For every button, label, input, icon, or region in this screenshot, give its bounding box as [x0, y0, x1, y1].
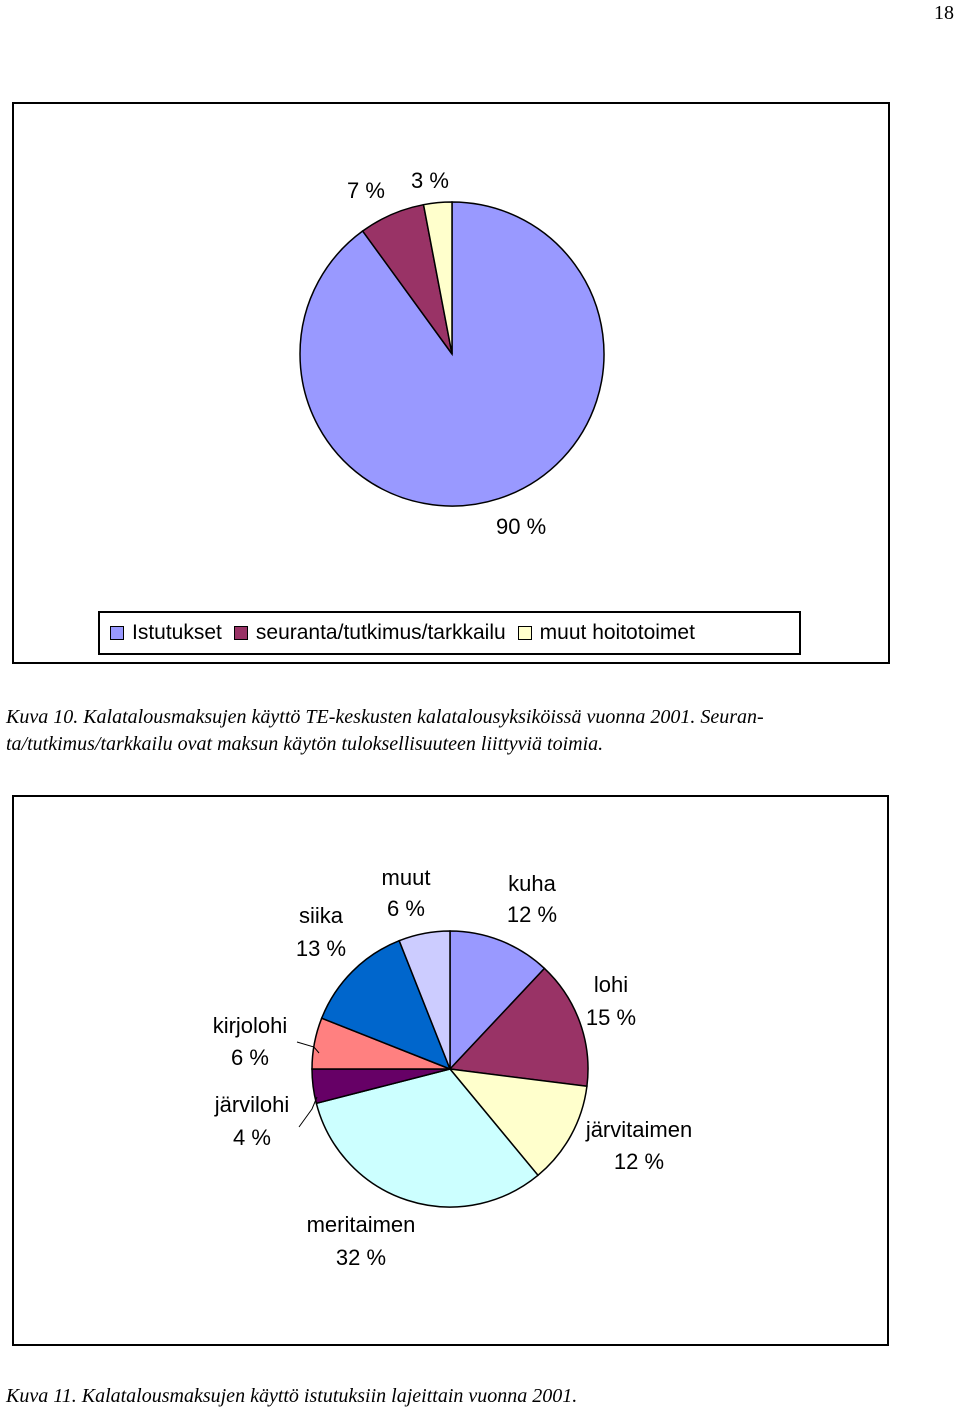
legend-label: muut hoitotoimet — [539, 621, 695, 644]
data-label-siika: 13 % — [295, 936, 347, 961]
category-label-jarvilohi: järvilohi — [214, 1092, 290, 1117]
legend-item-seuranta — [234, 621, 506, 645]
legend-swatch — [110, 626, 124, 640]
pie-chart-maintenance — [12, 102, 890, 664]
data-label-meritaimen: 32 % — [335, 1245, 387, 1270]
data-label-jarvitaimen: 12 % — [613, 1149, 665, 1174]
category-label-muut: muut — [381, 865, 431, 890]
data-label-seuranta: 7 % — [347, 178, 385, 203]
category-label-lohi: lohi — [593, 972, 629, 997]
page-number: 18 — [934, 2, 954, 24]
legend-item-istutukset — [110, 621, 222, 645]
pie-chart-species — [12, 795, 889, 1346]
legend-label: Istutukset — [132, 621, 222, 644]
data-label-istutukset: 90 % — [496, 514, 547, 539]
category-label-kuha: kuha — [508, 871, 556, 896]
legend-label: seuranta/tutkimus/tarkkailu — [255, 621, 506, 644]
pie-chart-2-plot — [14, 797, 887, 1344]
legend-item-muut-hoitotoimet — [518, 621, 695, 645]
category-label-siika: siika — [298, 903, 344, 928]
data-label-lohi: 15 % — [585, 1005, 637, 1030]
leader-line-jarvilohi — [299, 1097, 317, 1127]
pie-chart-1-plot — [14, 104, 888, 662]
legend-swatch — [234, 626, 248, 640]
data-label-muut: 6 % — [387, 896, 425, 921]
category-label-kirjolohi: kirjolohi — [212, 1013, 288, 1038]
figure-11-caption: Kuva 11. Kalatalousmaksujen käyttö istutuksiin lajeittain vuonna 2001. — [6, 1385, 578, 1407]
data-label-muut-hoitotoimet: 3 % — [411, 168, 449, 193]
category-label-meritaimen: meritaimen — [306, 1212, 416, 1237]
data-label-kirjolohi: 6 % — [231, 1045, 269, 1070]
caption-line: ta/tutkimus/tarkkailu ovat maksun käytön tuloksellisuuteen liittyviä toimia. — [6, 733, 604, 755]
data-label-kuha: 12 % — [506, 902, 558, 927]
chart-legend — [98, 611, 801, 655]
data-label-jarvilohi: 4 % — [233, 1125, 271, 1150]
caption-line: Kuva 10. Kalatalousmaksujen käyttö TE-keskusten kalatalousyksiköissä vuonna 2001. Seuran- — [6, 706, 764, 728]
category-label-jarvitaimen: järvitaimen — [585, 1117, 693, 1142]
figure-10-caption — [6, 704, 956, 758]
legend-swatch — [518, 626, 532, 640]
